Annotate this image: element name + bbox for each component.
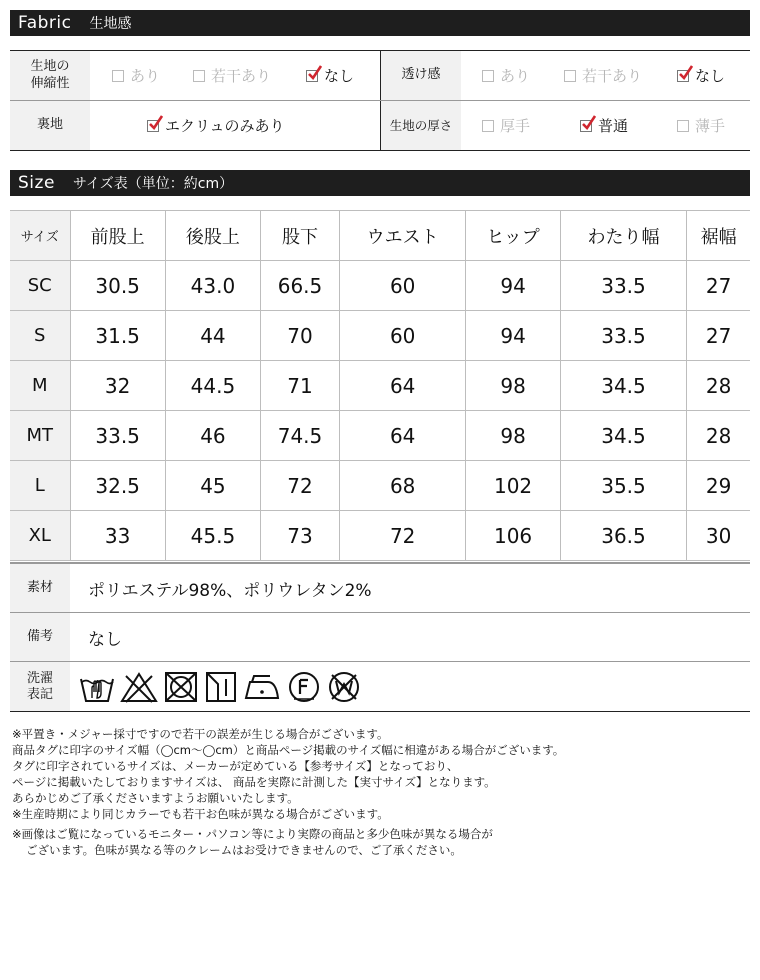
size-cell: 44 [165,311,260,361]
size-cell: 70 [261,311,340,361]
size-cell: 34.5 [560,411,686,461]
iron-low-icon [242,670,282,704]
size-cell: 45 [165,461,260,511]
footnote: 商品タグに印字のサイズ幅（◯cm〜◯cm）と商品ページ掲載のサイズ幅に相違がある場合がございます。 [12,743,565,757]
material-label: 素材 [10,564,70,612]
lining-value: エクリュのみあり [147,101,285,150]
size-cell: 66.5 [261,261,340,311]
size-cell: 32 [70,361,165,411]
care-label: 洗濯 表記 [10,662,70,711]
size-cell: 94 [466,261,560,311]
size-table-row [10,511,750,561]
size-cell: 72 [261,461,340,511]
remarks-label: 備考 [10,613,70,661]
size-cell: 68 [339,461,465,511]
size-cell: 33 [70,511,165,561]
size-column-header: ウエスト [339,211,465,261]
size-row-label: M [10,361,70,411]
checkbox-icon [482,120,494,132]
size-cell: 60 [339,311,465,361]
size-cell: 29 [687,461,750,511]
size-cell: 34.5 [560,361,686,411]
fabric-row-2 [10,101,750,151]
size-cell: 94 [466,311,560,361]
footnotes [12,726,748,858]
footnote: あらかじめご了承くださいますようお願いいたします。 [12,791,299,805]
size-table-row [10,311,750,361]
size-row-label: SC [10,261,70,311]
checkbox-icon [677,120,689,132]
sheer-label: 透け感 [381,51,461,100]
fabric-header-jp: 生地感 [89,16,132,32]
care-row [10,662,750,711]
checked-checkbox-icon [677,70,689,82]
size-row-label: XL [10,511,70,561]
footnote: ございます。色味が異なる等のクレームはお受けできませんので、ご了承ください。 [26,843,462,857]
remarks-value: なし [88,629,122,650]
size-cell: 27 [687,261,750,311]
size-cell: 28 [687,361,750,411]
size-cell: 35.5 [560,461,686,511]
size-table-row [10,461,750,511]
size-cell: 30 [687,511,750,561]
size-cell: 32.5 [70,461,165,511]
fabric-grid [10,50,750,151]
stretch-option-1: あり [112,51,160,100]
fabric-section-header [10,10,750,36]
fabric-header-en: Fabric [18,13,72,33]
size-cell: 43.0 [165,261,260,311]
size-row-label: L [10,461,70,511]
size-header-en: Size [18,173,55,193]
line-dry-shade-icon [204,670,238,704]
no-bleach-icon [120,670,158,704]
fabric-row-1 [10,51,750,101]
size-cell: 27 [687,311,750,361]
size-column-label: サイズ [10,211,70,261]
footnote: ページに掲載いたしておりますサイズは、 商品を実際に計測した【実寸サイズ】となります。 [12,775,496,789]
material-value: ポリエステル98%、ポリウレタン2% [88,580,372,601]
size-cell: 30.5 [70,261,165,311]
footnote: ※生産時期により同じカラーでも若干お色味が異なる場合がございます。 [12,807,389,821]
size-row-label: MT [10,411,70,461]
stretch-option-2: 若干あり [193,51,271,100]
material-row [10,564,750,613]
size-table-header-row [10,211,750,261]
size-cell: 60 [339,261,465,311]
hand-wash-icon [78,670,116,704]
size-cell: 33.5 [70,411,165,461]
no-wet-clean-icon [326,670,362,704]
size-table [10,210,750,561]
no-tumble-dry-icon [162,670,200,704]
size-column-header: 後股上 [165,211,260,261]
size-table-row [10,411,750,461]
checkbox-icon [112,70,124,82]
sheer-option-2: 若干あり [564,51,642,100]
size-cell: 44.5 [165,361,260,411]
size-cell: 33.5 [560,311,686,361]
size-cell: 106 [466,511,560,561]
size-cell: 28 [687,411,750,461]
size-cell: 64 [339,411,465,461]
size-table-row [10,361,750,411]
size-column-header: わたり幅 [560,211,686,261]
size-cell: 46 [165,411,260,461]
sheer-option-3: なし [677,51,725,100]
thickness-option-1: 厚手 [482,101,530,150]
size-column-header: 裾幅 [687,211,750,261]
size-column-header: 前股上 [70,211,165,261]
size-table-row [10,261,750,311]
notes-table [10,562,750,712]
size-section-header [10,170,750,196]
size-cell: 98 [466,361,560,411]
thickness-option-2: 普通 [580,101,628,150]
dry-clean-f-icon [286,670,322,704]
size-cell: 36.5 [560,511,686,561]
checkbox-icon [193,70,205,82]
size-row-label: S [10,311,70,361]
size-cell: 71 [261,361,340,411]
size-cell: 102 [466,461,560,511]
stretch-label: 生地の 伸縮性 [10,51,90,100]
footnote: タグに印字されているサイズは、メーカーが定めている【参考サイズ】となっており、 [12,759,459,773]
size-cell: 45.5 [165,511,260,561]
footnote: ※平置き・メジャー採寸ですので若干の誤差が生じる場合がございます。 [12,727,389,741]
sheer-option-1: あり [482,51,530,100]
size-cell: 98 [466,411,560,461]
checked-checkbox-icon [147,120,159,132]
size-cell: 33.5 [560,261,686,311]
footnote: ※画像はご覧になっているモニター・パソコン等により実際の商品と多少色味が異なる場合が [12,827,493,841]
size-header-jp: サイズ表（単位：約cm） [72,176,234,192]
size-cell: 64 [339,361,465,411]
checked-checkbox-icon [306,70,318,82]
checkbox-icon [482,70,494,82]
checked-checkbox-icon [580,120,592,132]
remarks-row [10,613,750,662]
stretch-option-3: なし [306,51,354,100]
thickness-option-3: 薄手 [677,101,725,150]
size-column-header: ヒップ [466,211,560,261]
checkbox-icon [564,70,576,82]
size-cell: 73 [261,511,340,561]
size-column-header: 股下 [261,211,340,261]
size-cell: 31.5 [70,311,165,361]
thickness-label: 生地の厚さ [381,101,461,150]
care-symbols [70,662,362,711]
lining-label: 裏地 [10,101,90,150]
size-cell: 74.5 [261,411,340,461]
size-cell: 72 [339,511,465,561]
